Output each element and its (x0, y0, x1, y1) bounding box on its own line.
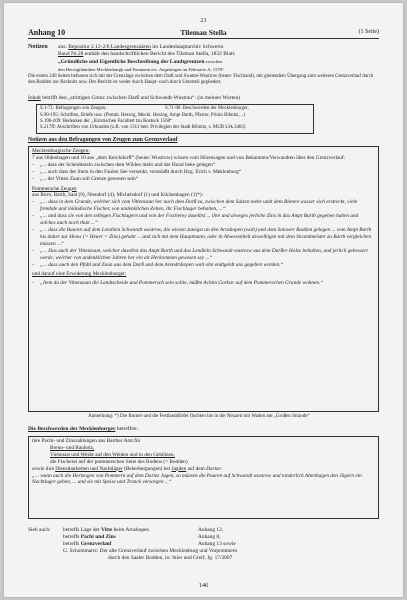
list-item: - „... auch dass der Stein in den Faulen See versenkt, veranlaßt durch Hzg. Erich v. Meklenburg“ (32, 168, 242, 175)
inhalt-label: Inhalt (28, 95, 41, 101)
header-left: Anhang 10 (28, 28, 66, 37)
list-item (32, 459, 375, 466)
erwiderung-text: „Item da der Vittenzaun die Landtscheide und Pommersch sein sollte, müßte Achim Gorbar auf dem Pommerschen Grunde wohnen.“ (40, 280, 324, 287)
notizen-line1-post: im Landeshauptarchiv Schwerin (150, 44, 224, 50)
zeugen-box (28, 146, 379, 412)
intro-paragraph: Die ersten 240 Seiten befassen sich mit der Grenzlage zwischen dem Darß und Swante-Wustrow (heute: Fischland), mit gleitendem Übergang zum weiteren Grenzverlauf durch den Bodden zur Recknitz usw. Der Bericht ist weder durch Haupt- noch durch Unterteil gegliedert. (28, 74, 374, 86)
header-center: Tileman Stella (180, 28, 227, 37)
meckl-bullet-text: „... der Vitten Zaun soll Grenze gewesen sein“ (40, 175, 139, 182)
inhalt-item-right: S.71-90: Beschwerden der Mecklenburger, (165, 106, 249, 112)
beschwerden-item-text: die Fischerei auf der pommerschen Seite des Bodens (= Bodden) (50, 458, 188, 465)
topic-pre: betreffs Lage der (63, 527, 102, 533)
l2-end: : (220, 465, 222, 472)
siehe-last2: durch den Saaler Bodden, in: Stier und Greif, Jg. 17/2007 (108, 555, 233, 561)
anmerkung: Anmerkung: *) Die Borner und die Festlanddörfer fischten bis in die Neuzeit mit Waden am „Großen Strande“ (88, 414, 310, 419)
meckl-bullet-text: „... dass der Scheidestein zwischen dem Wilden mehr und der Hund beke gelegen“ (40, 161, 216, 168)
topic-post: beim Arnshopen (112, 527, 150, 533)
inhalt-item: S.90-195: Schriften, Briefe usw. (Pomm. Herzog, Meckl. Herzog, Ampt Barth, Pfarrer, Prioin Ribnitz, ..) (40, 112, 245, 118)
notizen-line1-pre: aus: (58, 44, 69, 50)
siehe-topic (63, 534, 198, 541)
l2-dartze: Dartze (206, 465, 221, 472)
erwiderung-label: und darauf eine Erwiderung Mecklenburger: (32, 271, 127, 278)
report-title: „Gründliche und Eigentliche Beschreibung der Landtgrentzen (58, 59, 205, 66)
siehe-label: Sieh auch: (28, 527, 51, 533)
l2-pre: sowie ihre (32, 465, 56, 472)
topic-bold: Pacht und Zins (80, 534, 116, 540)
list-item: - „... Das auch der Vittenzaun, welcher daselbst das Ampt Barth und das Lendlein Schwandt wustrow aus dem Darßer Holze behalten, und jerlich gebessert werde, welcher von undenklichen Jahren her ein alt Herkommen gewesen sey ...“ (32, 248, 375, 262)
list-item (32, 452, 375, 459)
beschwerden-heading (28, 426, 379, 433)
meckl-zeugen-intro: 7 aus Oldenhagen und 10 aus „dem Kerckdorff“ (heute: Wustrow) wissen vom Hörensagen und von Bekannten/Verwandten über den Grenzverlauf: (32, 154, 346, 161)
notizen-block (28, 44, 379, 73)
band-ref: Band Nr.28 (58, 51, 84, 58)
siehe-last1: G. Schommartz: Der alte Grenzverlauf zwischen Mecklenburg und Vorpommern (63, 548, 238, 554)
list-item: - „... dass der Scheidestein zwischen dem Wilden mehr und der Hund beke gelegen“ (32, 161, 216, 168)
list-item: - „Item da der Vittenzaun die Landtscheide und Pommersch sein sollte, müßte Achim Gorbar auf dem Pommerschen Grunde wohnen.“ (32, 280, 324, 287)
inhalt-item: S.196-209: Bedenken der „Jüristischen Facultett tzu Rostock 1568“ (40, 118, 173, 124)
topic-pre: betreffs (63, 534, 81, 540)
pomm-bullet-text: „... dass die Bauren auf dem Lendlein Schwandt wustrow, die wiesen zunegst an den Arnshopen (walt) und dem Salower Bodden gelegen ... vom Ampt Barth his daher zur Heuw (= Heuer = Zins) gehabt ... und sich mit dem Hauptmann, oder in Abwesenheit desselbigen mit dem Strandmeister zu Barth vergleichen müssen ...“ (40, 226, 372, 247)
report-title-line2: den Herzogthümben Mecklenburgk und Pommern etc. Angefangen im Februario A. 1578“ (58, 67, 225, 73)
list-item: - „... dass die Bauren auf dem Lendlein Schwandt wustrow, die wiesen zunegst an den Arnshopen (walt) und dem Salower Bodden gelegen ... vom Ampt Barth his daher zur Heuw (= Heuer = Zins) gehabt ... und sich mit dem Hauptmann, oder in Abwesenheit desselbigen mit dem Strandmeister zu Barth vergleichen müssen ...“ (32, 227, 375, 248)
list-item: - „... dass in dem Grunde, welcher sich vom Vittenzaun her nach dem Darß zu, zwischen dem Salzen mehr undt dem Binnen wasser sich erstreckt, viele frembde und inländische Fischer, von undenklichen Zeiten, ihr Fischlager behalten, ...“ (32, 199, 375, 213)
report-title-small: zwischen (204, 59, 223, 65)
siehe-ref: Anhang 8, (198, 534, 221, 540)
inhalt-block (28, 95, 379, 134)
siehe-row (28, 534, 379, 541)
pomm-zeugen-intro: aus Born, Barth, Saal (9), Niendorf (4), Michelsdorf (1) und Kückenhagen (1)*): (32, 192, 204, 199)
list-item: - „... dass auch den Pfahl und Zaun aus dem Darß und dem Arendtshopen walt ohn endtgeldt uns gegeben worden.“ (32, 261, 284, 268)
siehe-topic (63, 541, 198, 548)
list-item: Brenn- und Bauholz, (50, 444, 95, 451)
pomm-bullet-text: „... dass auch den Pfahl und Zaun aus dem Darß und dem Arendtshopen walt ohn endtgeldt uns gegeben worden.“ (40, 261, 284, 268)
pomm-bullet-text: „... dass in dem Grunde, welcher sich vom Vittenzaun her nach dem Darß zu, zwischen dem Salzen mehr undt dem Binnen wasser sich erstreckt, viele frembde und inländische Fischer, von undenklichen Zeiten, ihr Fischlager behalten, ...“ (40, 199, 358, 213)
beschwerden-box (28, 436, 379, 519)
list-item: - „... und dass sie von den selbigen Fischlagern und von der Fischerey daselbst ... ihre und alweges jerliche Zins in das Ampt Barth gegeben haben und solches auch noch thun ...“ (32, 213, 375, 227)
notizen-line2-post: enthält den handschriftlichen Bericht des Tileman Stella, 1832 Blatt: (83, 51, 236, 58)
inhalt-item: S.217ff: Abschriften von Urkunden (z.B. von 1311 betr. Privilegien der Stadt Ribnitz, s. MUB Urk.3483) (40, 125, 246, 131)
inhalt-item-left: S.1-71: Befragungen von Zeugen, (40, 106, 107, 112)
beschwerden-line1: ihre Pacht- und Zinszahlungen ans Barther Amt für (32, 438, 141, 444)
beschwerden-line2 (32, 466, 375, 473)
page-header (28, 28, 379, 39)
page-number-top: 21 (200, 17, 207, 24)
beschwerden-label-post: betreffen: (115, 426, 139, 432)
siehe-ref: Anhang 13 sowie (198, 541, 236, 547)
list-item: - „... der Vitten Zaun soll Grenze gewesen sein“ (32, 175, 139, 182)
siehe-row (28, 527, 379, 534)
l2-mid: (Beherbergungen) bei (122, 465, 172, 472)
inhalt-text: betrifft den „strittigen Grenz zwischen Darß und Schwandt-Wustrau“: (in meinen Worten) (40, 95, 241, 101)
pomm-bullet-text: „... und dass sie von den selbigen Fischlagern und von der Fischerey daselbst ... ihre und alweges jerliche Zins in das Ampt Barth gegeben haben und solches auch noch thun ...“ (40, 213, 359, 227)
notizen-label: Notizen (28, 44, 48, 50)
topic-bold: Grenzverlauf (80, 541, 112, 547)
l2-post: auf dem (186, 465, 207, 472)
page-number-bottom: 146 (198, 582, 209, 589)
beschwerden-quote: „... wann auch die Hertzogen von Pommern auf dem Dartze Jagen, so müssen die Pauren auf Schwandt wustrow und tonderlich Altenhagen den Jägern ein Nachtlager geben, ... und sie mit Speise und Tranck versorgen ...“ (32, 472, 362, 486)
siehe-topic (63, 527, 198, 534)
document-page (4, 3, 403, 597)
befragungen-title: Notizen aus den Befragungen von Zeugen zum Grenzverlauf (28, 137, 178, 143)
topic-bold: Vitte (101, 527, 113, 533)
repositur-ref: Repositur 2.12-2/6 Landesgrenzakten (68, 44, 151, 50)
topic-pre: betreffs (63, 541, 81, 547)
siehe-ref: Anhang 12, (198, 527, 224, 533)
pomm-bullet-text: „... Das auch der Vittenzaun, welcher daselbst das Ampt Barth und das Lendlein Schwandt wustrow aus dem Darßer Holze behalten, und jerlich gebessert werde, welcher von undenklichen Jahren her ein alt Herkommen gewesen sey ...“ (40, 247, 368, 261)
beschwerden-item-text: Viehmast und Weide auf den Weiden und in den Gehölzen, (50, 451, 175, 458)
meckl-zeugen-label: Mecklenburgische Zeugen: (32, 148, 90, 154)
inhalt-list (36, 104, 314, 134)
siehe-auch (28, 527, 379, 562)
pomm-zeugen-label: Pommersche Zeugen (32, 185, 77, 192)
meckl-bullet-text: „... auch dass der Stein in den Faulen See versenkt, veranlaßt durch Hzg. Erich v. Meklenburg“ (40, 168, 242, 175)
siehe-row (28, 541, 379, 548)
beschwerden-label: Die Beschwerden der Mecklenburger (28, 426, 116, 432)
l2-underlined: Dienstbarkeiten und Nachtläger (55, 465, 123, 472)
l2-jagden: Jagden (171, 465, 187, 472)
header-right: (1 Seite) (358, 29, 379, 35)
